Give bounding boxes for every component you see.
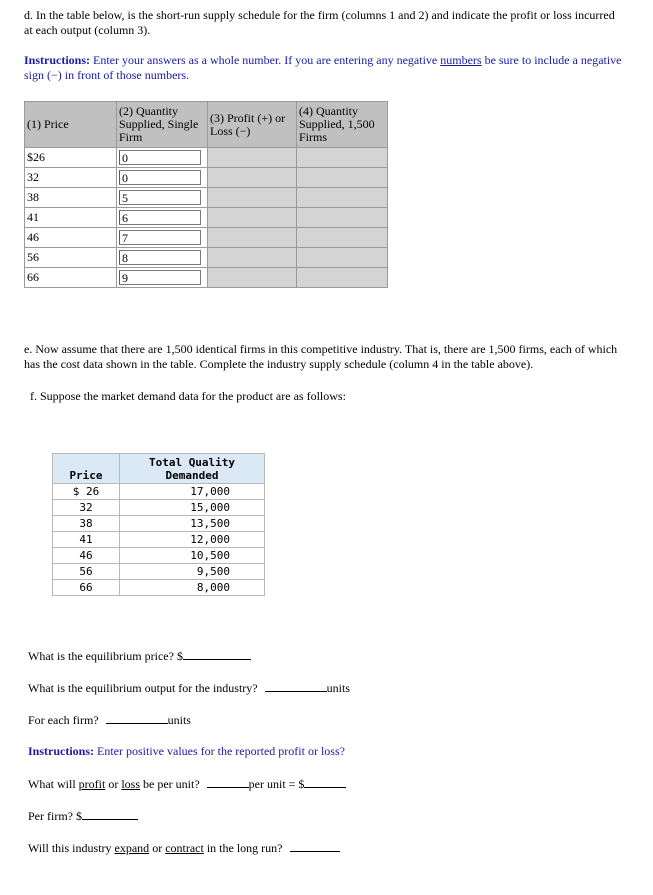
demand-quantity: 17,000 bbox=[120, 484, 265, 500]
quantity-cell bbox=[117, 248, 208, 268]
loss-link[interactable]: loss bbox=[121, 777, 141, 791]
instructions-1 bbox=[24, 53, 624, 83]
instructions-label: Instructions: bbox=[28, 744, 95, 758]
quantity-value: 8 bbox=[119, 250, 201, 265]
demand-price: 56 bbox=[53, 564, 120, 580]
profit-input[interactable] bbox=[208, 188, 297, 208]
industry-qty-input[interactable] bbox=[297, 208, 388, 228]
price-cell: 56 bbox=[25, 248, 117, 268]
question-d-text: d. In the table below, is the short-run supply schedule for the firm (columns 1 and 2) and indicate the profit or loss incurred at each output (column 3). bbox=[24, 8, 615, 37]
header-profit bbox=[208, 102, 297, 148]
demand-table-header bbox=[53, 454, 265, 484]
industry-qty-input[interactable] bbox=[297, 168, 388, 188]
each-firm-question bbox=[28, 712, 191, 728]
quantity-cell bbox=[117, 188, 208, 208]
header-quantity-text: Total Quality Demanded bbox=[148, 455, 236, 482]
long-run-input[interactable] bbox=[290, 840, 340, 852]
profit-link[interactable]: profit bbox=[78, 777, 106, 791]
each-firm-label: For each firm? bbox=[28, 713, 99, 727]
instructions-text-2: be sure to include a negative sign (−) in front of those numbers. bbox=[24, 53, 622, 82]
quantity-value: 0 bbox=[119, 170, 201, 185]
demand-quantity: 10,500 bbox=[120, 548, 265, 564]
supply-table-header bbox=[25, 102, 388, 148]
table-row bbox=[53, 564, 265, 580]
instructions-text: Enter positive values for the reported profit or loss? bbox=[94, 744, 345, 758]
demand-price: 41 bbox=[53, 532, 120, 548]
quantity-cell bbox=[117, 168, 208, 188]
supply-table bbox=[24, 101, 388, 288]
table-row bbox=[25, 188, 388, 208]
long-run-or-text: or bbox=[149, 841, 166, 855]
quantity-value: 5 bbox=[119, 190, 201, 205]
profit-or-text: or bbox=[105, 777, 122, 791]
demand-price: 46 bbox=[53, 548, 120, 564]
profit-input[interactable] bbox=[208, 208, 297, 228]
question-e-text: e. Now assume that there are 1,500 identical firms in this competitive industry. That is, there are 1,500 firms, each of which has the cost data shown in the table. Complete the industry supply schedule (column 4 in the table above). bbox=[24, 342, 618, 371]
dollar-sign: $ bbox=[176, 649, 183, 663]
units-label: units bbox=[167, 713, 191, 727]
units-label: units bbox=[326, 681, 350, 695]
instructions-label: Instructions: bbox=[24, 53, 91, 67]
header-price: (1) Price bbox=[25, 102, 117, 148]
instructions-text: Enter your answers as a whole number. If you are entering any negative bbox=[90, 53, 441, 67]
expand-link[interactable]: expand bbox=[114, 841, 150, 855]
profit-q-text-2: be per unit? bbox=[140, 777, 200, 791]
header-qty-firm bbox=[117, 102, 208, 148]
question-f bbox=[30, 389, 630, 404]
eq-output-input[interactable] bbox=[265, 680, 327, 692]
price-cell: 41 bbox=[25, 208, 117, 228]
numbers-link[interactable]: numbers bbox=[440, 53, 482, 67]
long-run-question bbox=[28, 840, 340, 856]
per-unit-label: per unit = $ bbox=[248, 777, 305, 791]
price-cell: 46 bbox=[25, 228, 117, 248]
demand-table bbox=[52, 453, 265, 596]
quantity-cell bbox=[117, 228, 208, 248]
demand-quantity: 15,000 bbox=[120, 500, 265, 516]
profit-or-loss-input[interactable] bbox=[207, 776, 249, 788]
demand-quantity: 13,500 bbox=[120, 516, 265, 532]
table-row bbox=[53, 484, 265, 500]
profit-input[interactable] bbox=[208, 148, 297, 168]
industry-qty-input[interactable] bbox=[297, 148, 388, 168]
price-cell: 38 bbox=[25, 188, 117, 208]
eq-price-input[interactable] bbox=[183, 648, 251, 660]
demand-quantity: 9,500 bbox=[120, 564, 265, 580]
question-e bbox=[24, 342, 624, 372]
quantity-value: 0 bbox=[119, 150, 201, 165]
demand-price: 66 bbox=[53, 580, 120, 596]
demand-quantity: 12,000 bbox=[120, 532, 265, 548]
profit-input[interactable] bbox=[208, 248, 297, 268]
instructions-2 bbox=[28, 744, 345, 759]
price-cell: 32 bbox=[25, 168, 117, 188]
question-d bbox=[24, 8, 624, 38]
profit-question bbox=[28, 776, 346, 792]
demand-price: $ 26 bbox=[53, 484, 120, 500]
eq-output-label: What is the equilibrium output for the industry? bbox=[28, 681, 258, 695]
table-row bbox=[25, 208, 388, 228]
long-run-text: Will this industry bbox=[28, 841, 115, 855]
price-cell: 66 bbox=[25, 268, 117, 288]
per-unit-amount-input[interactable] bbox=[304, 776, 346, 788]
quantity-value: 7 bbox=[119, 230, 201, 245]
quantity-cell bbox=[117, 208, 208, 228]
each-firm-input[interactable] bbox=[106, 712, 168, 724]
header-qty-industry bbox=[297, 102, 388, 148]
question-f-text: f. Suppose the market demand data for the product are as follows: bbox=[30, 389, 346, 403]
header-qty-industry-text: (4) Quantity Supplied, 1,500 Firms bbox=[299, 104, 375, 144]
table-row bbox=[53, 548, 265, 564]
industry-qty-input[interactable] bbox=[297, 248, 388, 268]
header-quantity-demanded bbox=[120, 454, 265, 484]
dollar-sign: $ bbox=[75, 809, 82, 823]
table-row bbox=[53, 516, 265, 532]
per-firm-question bbox=[28, 808, 138, 824]
table-row bbox=[25, 268, 388, 288]
header-price: Price bbox=[53, 454, 120, 484]
table-row bbox=[53, 532, 265, 548]
table-row bbox=[25, 168, 388, 188]
contract-link[interactable]: contract bbox=[165, 841, 204, 855]
table-row bbox=[53, 500, 265, 516]
long-run-text-2: in the long run? bbox=[203, 841, 283, 855]
demand-price: 32 bbox=[53, 500, 120, 516]
quantity-value: 6 bbox=[119, 210, 201, 225]
table-row bbox=[25, 248, 388, 268]
eq-price-label: What is the equilibrium price? bbox=[28, 649, 174, 663]
demand-price: 38 bbox=[53, 516, 120, 532]
eq-price-question bbox=[28, 648, 251, 664]
industry-qty-input[interactable] bbox=[297, 188, 388, 208]
profit-input[interactable] bbox=[208, 268, 297, 288]
per-firm-input[interactable] bbox=[82, 808, 138, 820]
price-cell: $26 bbox=[25, 148, 117, 168]
per-firm-label: Per firm? bbox=[28, 809, 73, 823]
table-row bbox=[25, 148, 388, 168]
demand-quantity: 8,000 bbox=[120, 580, 265, 596]
industry-qty-input[interactable] bbox=[297, 228, 388, 248]
profit-input[interactable] bbox=[208, 228, 297, 248]
quantity-value: 9 bbox=[119, 270, 201, 285]
header-profit-text: (3) Profit (+) or Loss (−) bbox=[210, 110, 286, 138]
eq-output-question bbox=[28, 680, 350, 696]
quantity-cell bbox=[117, 268, 208, 288]
header-qty-firm-text: (2) Quantity Supplied, Single Firm bbox=[119, 104, 199, 144]
profit-input[interactable] bbox=[208, 168, 297, 188]
quantity-cell bbox=[117, 148, 208, 168]
industry-qty-input[interactable] bbox=[297, 268, 388, 288]
table-row bbox=[53, 580, 265, 596]
profit-q-text: What will bbox=[28, 777, 79, 791]
table-row bbox=[25, 228, 388, 248]
